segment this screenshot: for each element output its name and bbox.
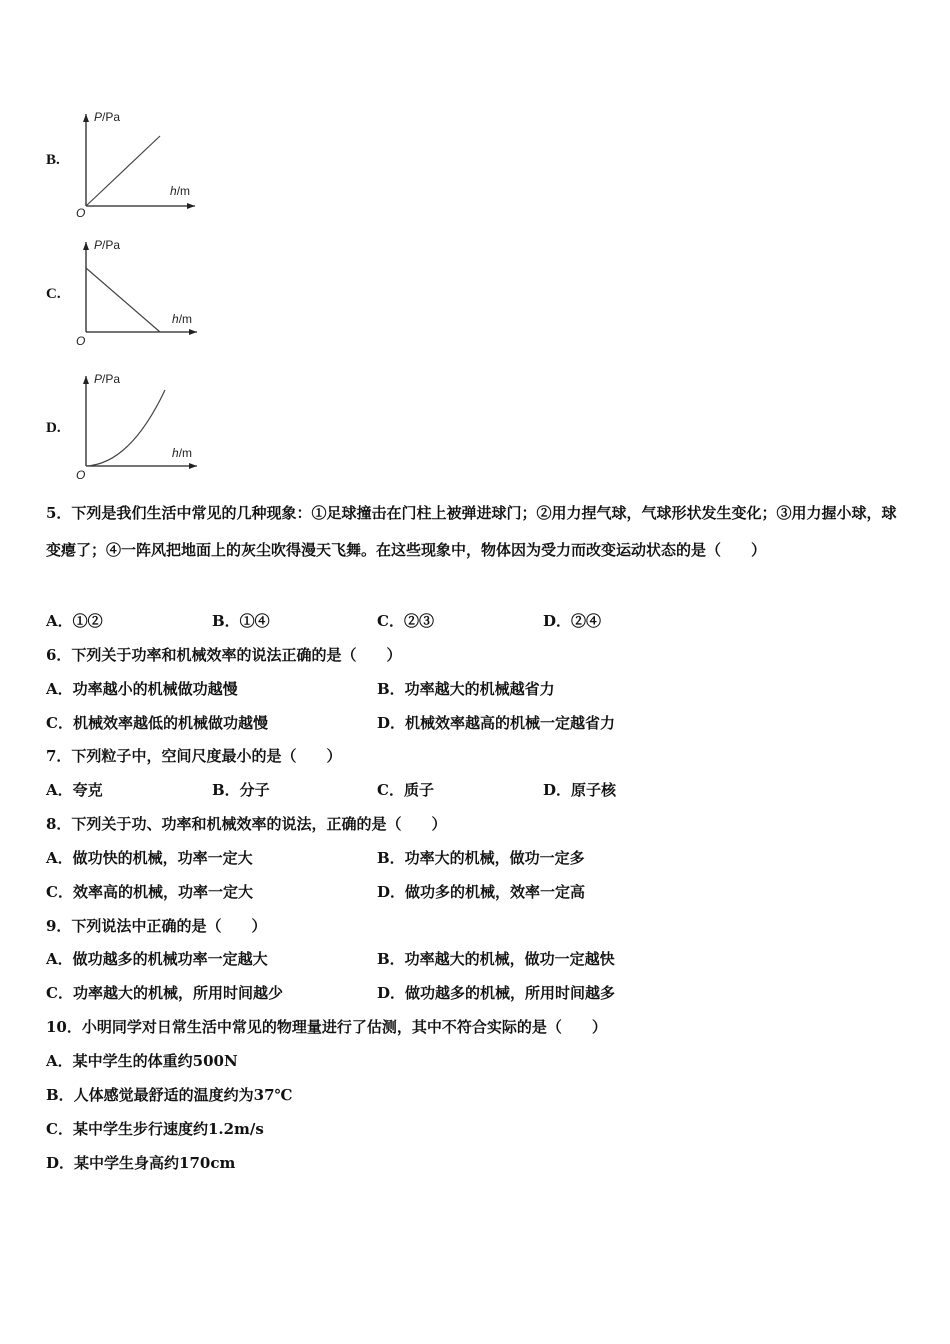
q5-stem: 5．下列是我们生活中常见的几种现象：①足球撞击在门柱上被弹进球门；②用力捏气球，气球形状发生变化；③用力握小球，球变瘪了；④一阵风把地面上的灰尘吹得漫天飞舞。在这些现象中，物体因为受力而改变运动状态的是（ ） — [46, 504, 897, 559]
y-axis-label: P/Pa — [94, 238, 121, 252]
q7-option-b: B．分子 — [212, 781, 270, 799]
q6-option-a: A．功率越小的机械做功越慢 — [46, 680, 238, 698]
q10-stem: 10．小明同学对日常生活中常见的物理量进行了估测，其中不符合实际的是（ ） — [46, 1018, 607, 1036]
q9-option-c: C．功率越大的机械，所用时间越少 — [46, 984, 283, 1002]
q10-option-b: B．人体感觉最舒适的温度约为37℃ — [46, 1086, 293, 1104]
x-axis-arrow — [189, 329, 197, 335]
q7-stem: 7．下列粒子中，空间尺度最小的是（ ） — [46, 747, 342, 765]
q5-option-b: B．①④ — [212, 612, 270, 630]
q8-option-a: A．做功快的机械，功率一定大 — [46, 849, 253, 867]
x-axis-label: h/m — [172, 446, 193, 460]
q10-option-d: D．某中学生身高约170cm — [46, 1154, 236, 1172]
origin-label: O — [76, 334, 86, 348]
y-axis-label: P/Pa — [94, 110, 121, 124]
q9-option-b: B．功率越大的机械，做功一定越快 — [377, 950, 615, 968]
q9-option-a: A．做功越多的机械功率一定越大 — [46, 950, 268, 968]
q6-option-c: C．机械效率越低的机械做功越慢 — [46, 714, 268, 732]
x-axis-label: h/m — [172, 312, 193, 326]
q5-option-a: A．①② — [46, 612, 103, 630]
q7-option-a: A．夸克 — [46, 781, 103, 799]
x-axis-arrow — [187, 203, 195, 209]
graph-curve — [86, 390, 165, 466]
q6-stem: 6．下列关于功率和机械效率的说法正确的是（ ） — [46, 646, 402, 664]
q8-option-c: C．效率高的机械，功率一定大 — [46, 883, 253, 901]
graph-line — [86, 136, 160, 206]
q9-option-d: D．做功越多的机械，所用时间越多 — [377, 984, 616, 1002]
q8-option-b: B．功率大的机械，做功一定多 — [377, 849, 585, 867]
q9-stem: 9．下列说法中正确的是（ ） — [46, 917, 267, 935]
q7-option-d: D．原子核 — [543, 781, 617, 799]
x-axis-label: h/m — [170, 184, 191, 198]
q6-option-d: D．机械效率越高的机械一定越省力 — [377, 714, 616, 732]
y-axis-label: P/Pa — [94, 372, 121, 386]
q5-option-c: C．②③ — [377, 612, 434, 630]
q6-option-b: B．功率越大的机械越省力 — [377, 680, 555, 698]
y-axis-arrow — [83, 376, 89, 384]
option-b-label: B. — [46, 152, 60, 168]
y-axis-arrow — [83, 242, 89, 250]
q5-option-d: D．②④ — [543, 612, 602, 630]
q10-option-c: C．某中学生步行速度约1.2m/s — [46, 1120, 264, 1138]
x-axis-arrow — [189, 463, 197, 469]
q8-option-d: D．做功多的机械，效率一定高 — [377, 883, 586, 901]
q8-stem: 8．下列关于功、功率和机械效率的说法，正确的是（ ） — [46, 815, 447, 833]
q10-option-a: A．某中学生的体重约500N — [46, 1052, 238, 1070]
origin-label: O — [76, 468, 86, 482]
y-axis-arrow — [83, 114, 89, 122]
q7-option-c: C．质子 — [377, 781, 434, 799]
option-d-label: D. — [46, 420, 61, 436]
graph-line — [86, 268, 160, 332]
graph-b — [70, 106, 240, 226]
origin-label: O — [76, 206, 86, 220]
option-c-label: C. — [46, 286, 61, 302]
graph-c — [70, 234, 240, 354]
graph-d — [70, 368, 240, 488]
